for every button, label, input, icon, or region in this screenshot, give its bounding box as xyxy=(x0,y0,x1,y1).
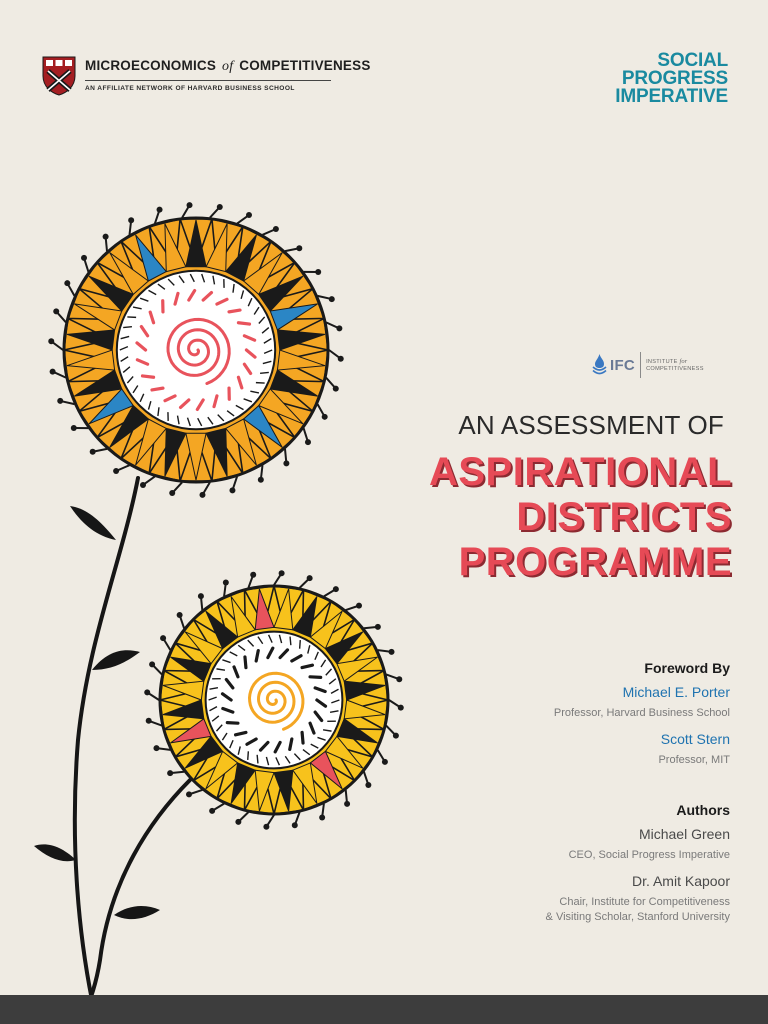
title-line-2: DISTRICTS xyxy=(516,495,732,539)
spi-logo: SOCIAL PROGRESS IMPERATIVE xyxy=(615,50,728,107)
foreword-heading: Foreword By xyxy=(644,660,730,676)
credits-block xyxy=(400,660,730,935)
ifc-name: INSTITUTE for COMPETITIVENESS xyxy=(646,357,704,372)
title-line-1: ASPIRATIONAL xyxy=(428,450,732,494)
report-subtitle: AN ASSESSMENT OF xyxy=(458,410,724,440)
foreword-name-stern: Scott Stern xyxy=(660,731,730,747)
author-role-kapoor: Chair, Institute for Competitiveness & Visiting Scholar, Stanford University xyxy=(545,896,730,923)
ifc-abbr: IFC xyxy=(610,356,636,374)
foreword-role-porter: Professor, Harvard Business School xyxy=(553,707,730,719)
ifc-divider xyxy=(640,352,641,378)
foreword-name-porter: Michael E. Porter xyxy=(622,684,730,700)
moc-subtitle: AN AFFILIATE NETWORK OF HARVARD BUSINESS SCHOOL xyxy=(85,85,295,92)
moc-divider xyxy=(85,80,331,81)
flower-large xyxy=(48,202,343,498)
moc-logo xyxy=(42,56,371,96)
flower-leaves xyxy=(34,506,160,919)
report-title xyxy=(429,450,732,585)
title-line-3: PROGRAMME xyxy=(458,540,732,584)
moc-title: MICROECONOMICS of COMPETITIVENESS xyxy=(85,58,371,74)
flower-small xyxy=(144,570,404,830)
ifc-flame-icon xyxy=(592,353,607,377)
ifc-logo xyxy=(592,352,704,378)
harvard-shield-icon xyxy=(42,56,76,96)
author-name-green: Michael Green xyxy=(638,826,730,842)
footer-band xyxy=(0,995,768,1024)
foreword-role-stern: Professor, MIT xyxy=(658,754,730,766)
author-role-green: CEO, Social Progress Imperative xyxy=(568,849,730,861)
author-name-kapoor: Dr. Amit Kapoor xyxy=(631,873,730,889)
authors-heading: Authors xyxy=(676,802,730,818)
